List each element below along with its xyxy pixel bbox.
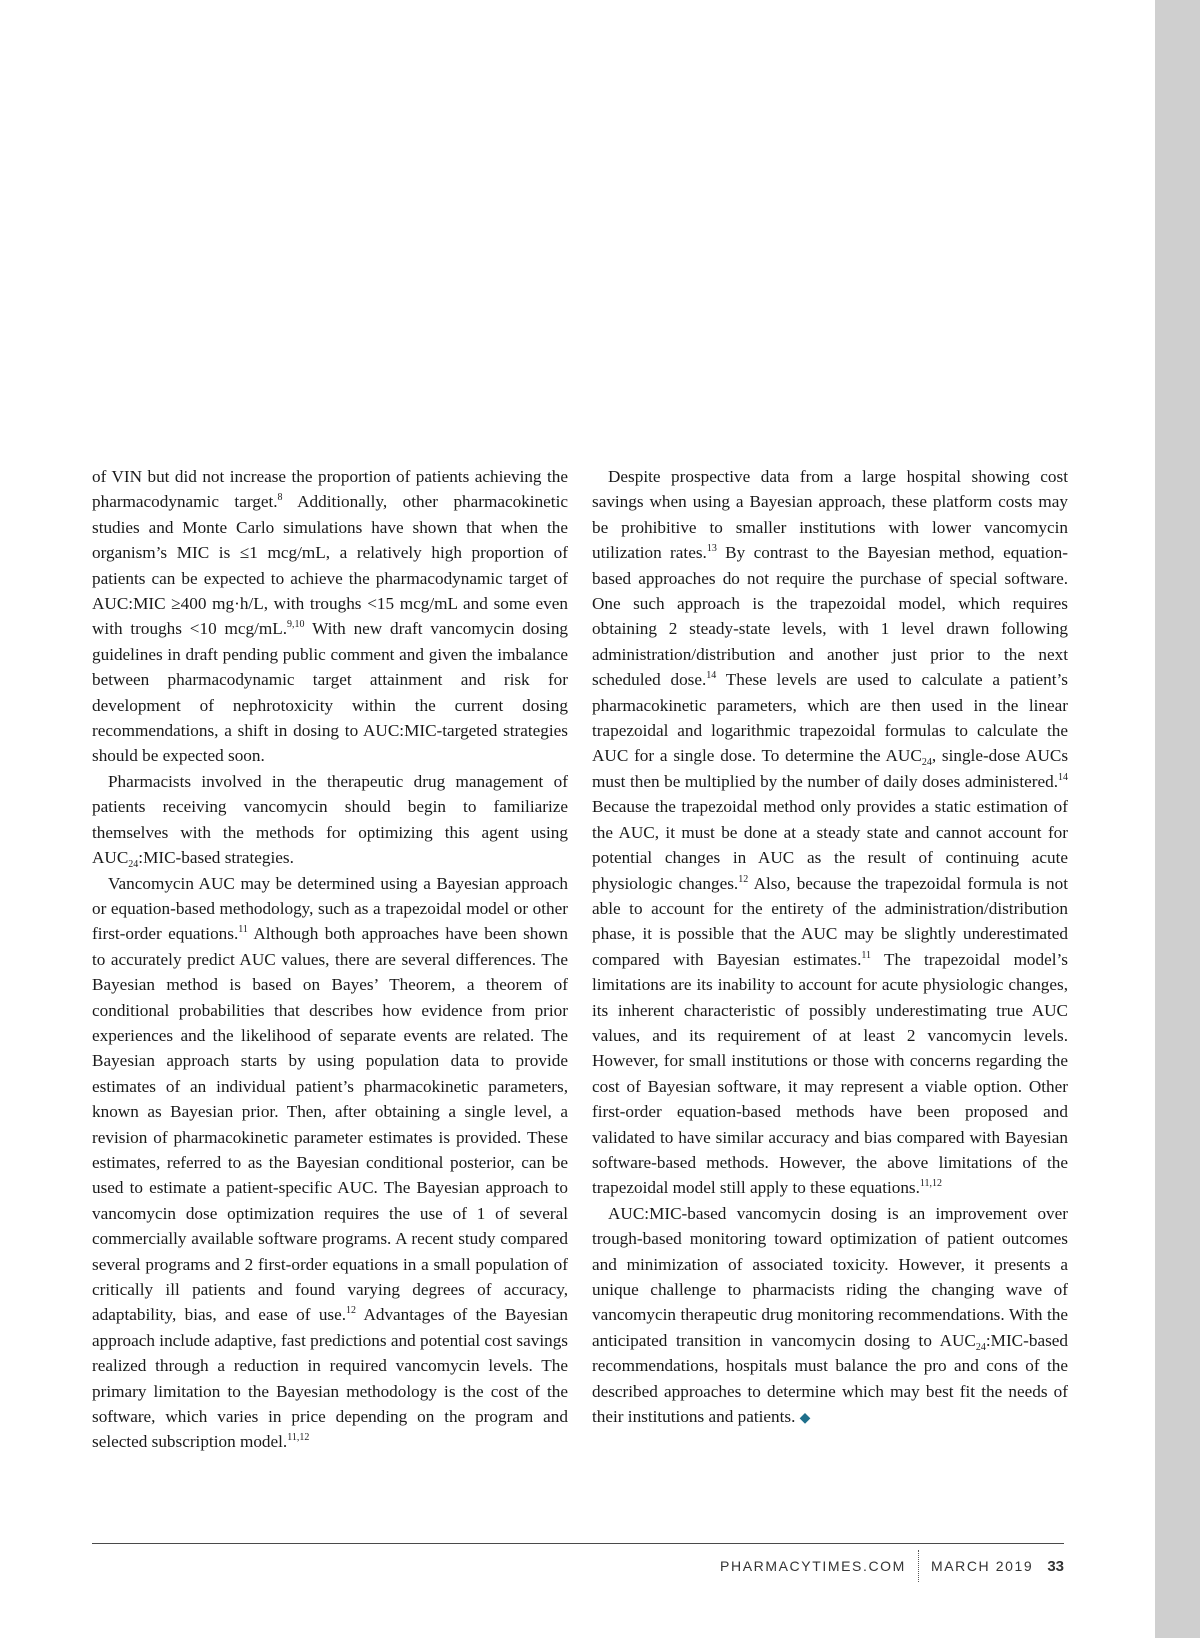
paragraph: of VIN but did not increase the proportion of patients achieving the pharmacodynamic target.$^8$ Additionally, other pharmacokinetic studies and Monte Carlo simulations have shown that when the organism’s MIC is ≤1 mcg/mL, a relatively high proportion of patients can be expected to achieve the pharmacodynamic target of AUC:MIC ≥400 mg·h/L, with troughs <15 mcg/mL and some even with troughs <10 mcg/mL.$^{9,10}$ With new draft vancomycin dosing guidelines in draft pending public comment and given the imbalance between pharmacodynamic target attainment and risk for development of nephrotoxicity within the current dosing recommendations, a shift in dosing to AUC:MIC-targeted strategies should be expected soon. [92,467,569,766]
paragraph: Despite prospective data from a large hospital showing cost savings when using a Bayesian approach, these platform costs may be prohibitive to smaller institutions with lower vancomycin utilization rates.$^{13}$ By contrast to the Bayesian method, equation-based approaches do not require the purchase of special software. One such approach is the trapezoidal model, which requires obtaining 2 steady-state levels, with 1 level drawn following administration/distribution and another just prior to the next scheduled dose.$^{14}$ These levels are used to calculate a patient’s pharmacokinetic parameters, which are then used in the linear trapezoidal and logarithmic trapezoidal formulas to calculate the AUC for a single dose. To determine the $AUC_{24}$, single-dose AUCs must then be multiplied by the number of daily doses administered.$^{14}$ Because the trapezoidal method only provides a static estimation of the AUC, it must be done at a steady state and cannot account for potential changes in AUC as the result of continuing acute physiologic changes.$^{12}$ Also, because the trapezoidal formula is not able to account for the entirety of the administration/distribution phase, it is possible that the AUC may be slightly underestimated compared with Bayesian estimates.$^{11}$ The trapezoidal model’s limitations are its inability to account for acute physiologic changes, its inherent characteristic of possibly underestimating true AUC values, and its requirement of at least 2 vancomycin levels. However, for small institutions or those with concerns regarding the cost of Bayesian software, it may represent a viable option. Other first-order equation-based methods have been proposed and validated to have similar accuracy and bias compared with Bayesian software-based methods. However, the above limitations of the trapezoidal model still apply to these equations.$^{11,12}$ [592,467,1069,1198]
reference: 11,12 [919,1178,943,1190]
subscript: 24 [921,757,932,769]
reference: 12 [346,1305,357,1317]
end-of-article-diamond-icon: ◆ [799,1411,811,1427]
page-number: 33 [1047,1557,1064,1575]
paragraph: Vancomycin AUC may be determined using a Bayesian approach or equation-based methodology, such as a trapezoidal model or other first-order equations.$^{11}$ Although both approaches have been shown to accurately predict AUC values, there are several differences. The Bayesian method is based on Bayes’ Theorem, a theorem of conditional probabilities that describes how evidence from prior experiences and the likelihood of separate events are related. The Bayesian approach starts by using population data to provide estimates of an individual patient’s pharmacokinetic parameters, known as Bayesian prior. Then, after obtaining a single level, a revision of pharmacokinetic parameter estimates is provided. These estimates, referred to as the Bayesian conditional posterior, can be used to estimate a patient-specific AUC. The Bayesian approach to vancomycin dose optimization requires the use of 1 of several commercially available software programs. A recent study compared several programs and 2 first-order equations in a small population of critically ill patients and found varying degrees of accuracy, adaptability, bias, and ease of use.$^{12}$ Advantages of the Bayesian approach include adaptive, fast predictions and potential cost savings realized through a reduction in required vancomycin levels. The primary limitation to the Bayesian methodology is the cost of the software, which varies in price depending on the program and selected subscription model.$^{11,12}$ [92,873,568,1452]
footer-divider [918,1550,919,1582]
subscript: 24 [128,859,139,871]
right-column [592,464,1068,1431]
reference: 14 [706,670,717,682]
reference: 9,10 [287,619,305,631]
reference: 13 [706,543,717,555]
paragraph: AUC:MIC-based vancomycin dosing is an improvement over trough-based monitoring toward optimization of patient outcomes and minimization of associated toxicity. However, it presents a unique challenge to pharmacists riding the changing wave of vancomycin therapeutic drug monitoring recommendations. With the anticipated transition in vancomycin dosing to $AUC_{24}:MIC$-based recommendations, hospitals must balance the pro and cons of the described approaches to determine which may best fit the needs of their institutions and patients. ◆ [592,1203,1068,1427]
footer-date: MARCH 2019 [930,1558,1034,1574]
footer-rule [92,1543,1064,1544]
page-footer [720,1548,1064,1584]
paragraph: Pharmacists involved in the therapeutic drug management of patients receiving vancomycin should begin to familiarize themselves with the methods for optimizing this agent using $AUC_{24}:MIC$-based strategies. [92,771,568,871]
left-column [92,464,568,1455]
reference: 11 [861,949,872,961]
subscript: 24 [975,1341,986,1353]
reference: 11 [238,924,248,936]
footer-site: PHARMACYTIMES.COM [720,1558,906,1574]
reference: 12 [738,873,749,885]
reference: 14 [1058,771,1068,783]
reference: 8 [277,492,283,504]
page-margin-bar [1155,0,1200,1638]
reference: 11,12 [287,1432,310,1444]
